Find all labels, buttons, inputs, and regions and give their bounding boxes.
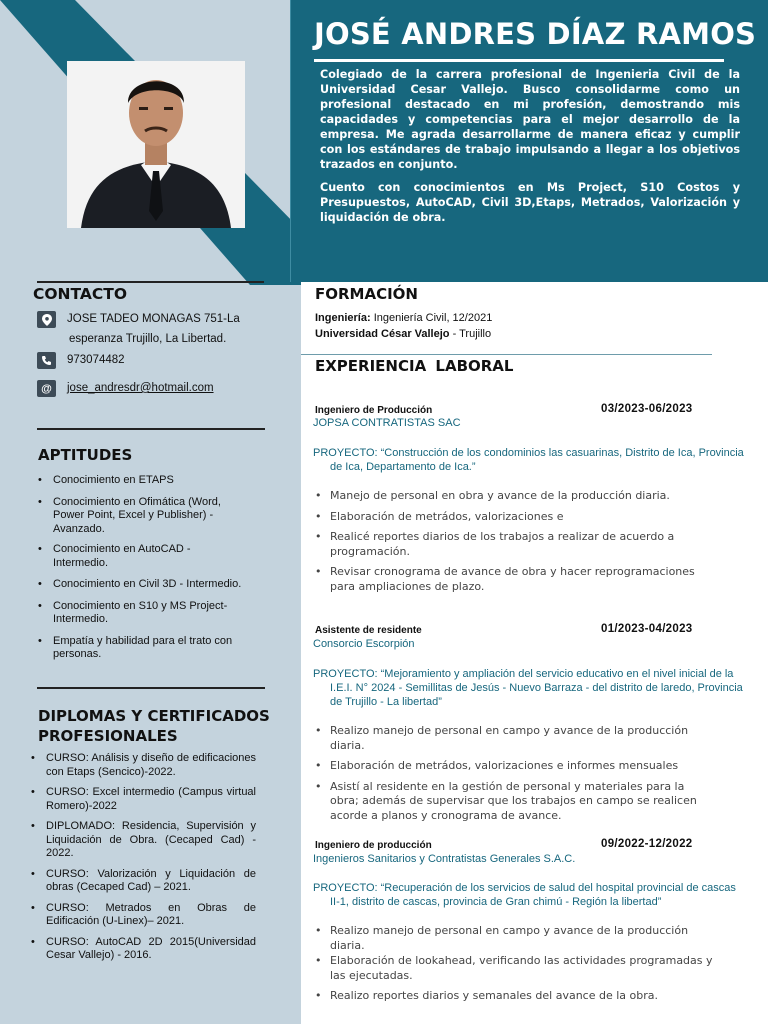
job-dates: 03/2023-06/2023 <box>601 403 693 415</box>
section-divider <box>301 354 712 355</box>
university-name: Universidad César Vallejo <box>315 328 450 340</box>
duty-item: • Realizo reportes diarios y semanales del avance de la obra. <box>313 989 713 1004</box>
address-line: esperanza Trujillo, La Libertad. <box>69 333 227 345</box>
job-company: JOPSA CONTRATISTAS SAC <box>313 417 461 429</box>
location-pin-icon <box>37 311 56 328</box>
section-divider <box>37 281 264 283</box>
candidate-name: JOSÉ ANDRES DÍAZ RAMOS <box>314 17 757 51</box>
diploma-item: • CURSO: Análisis y diseño de edificaciones con Etaps (Sencico)-2022. <box>30 752 256 779</box>
degree-label: Ingeniería: <box>315 312 371 324</box>
education-heading: FORMACIÓN <box>315 285 418 303</box>
job-dates: 01/2023-04/2023 <box>601 623 693 635</box>
phone-number: 973074482 <box>67 354 125 366</box>
job-duties <box>313 724 713 829</box>
job-project: PROYECTO: “Recuperación de los servicios de salud del hospital provincial de cascas II-1, distrito de cascas, provincia de Gran chimú - Región la libertad” <box>313 882 736 908</box>
duty-item: • Revisar cronograma de avance de obra y hacer reprogramaciones para ampliaciones de plazo. <box>313 565 713 594</box>
address-text <box>67 309 240 349</box>
skill-item: • Conocimiento en Civil 3D - Intermedio. <box>37 578 252 592</box>
job-dates: 09/2022-12/2022 <box>601 838 693 850</box>
experience-heading: EXPERIENCIA LABORAL <box>315 357 514 375</box>
duty-item: • Realicé reportes diarios de los trabajos a realizar de acuerdo a programación. <box>313 530 713 559</box>
education-entry <box>315 310 492 342</box>
skills-heading: APTITUDES <box>38 446 133 464</box>
job-role: Ingeniero de Producción <box>315 405 433 416</box>
email-text <box>67 378 214 398</box>
job-company: Consorcio Escorpión <box>313 638 415 650</box>
degree-line <box>315 310 492 326</box>
contact-phone <box>37 352 125 370</box>
contact-email <box>37 380 214 398</box>
duty-item: • Elaboración de metrádos, valorizaciones e informes mensuales <box>313 759 713 774</box>
section-divider <box>37 687 265 689</box>
university-city: - Trujillo <box>452 328 492 340</box>
email-link[interactable]: jose_andresdr@hotmail.com <box>67 382 214 394</box>
diploma-item: • CURSO: Metrados en Obras de Edificación (U-Linex)– 2021. <box>30 902 256 929</box>
job-role: Ingeniero de producción <box>315 840 432 851</box>
diplomas-heading-line: PROFESIONALES <box>38 727 178 745</box>
duty-item: • Asistí al residente en la gestión de personal y materiales para la obra; además de supervisar que los trabajos en campo se realicen acorde a planos y cronograma de avance. <box>313 780 713 824</box>
portrait-illustration <box>67 61 245 228</box>
skills-list <box>37 474 252 662</box>
summary-paragraph: Colegiado de la carrera profesional de Ingenieria Civil de la Universidad Cesar Vallejo. Busco consolidarme como un profesional destacado en mi profesión, demostrando mis capacidades y competencias para el mejor desarrollo de la empresa. Me agrada desarrollarme de manera eficaz y cumplir con los estándares de trabajo impulsando a llegar a los objetivos trazados en conjunto. <box>320 68 740 171</box>
address-line: JOSE TADEO MONAGAS 751-La <box>67 313 240 325</box>
duty-item: • Realizo manejo de personal en campo y avance de la producción diaria. <box>313 724 713 753</box>
job-duties <box>313 924 713 1010</box>
diploma-item: • CURSO: Excel intermedio (Campus virtual Romero)-2022 <box>30 786 256 813</box>
duty-item: • Elaboración de lookahead, verificando las actividades programadas y las ejecutadas. <box>313 954 713 983</box>
duty-item: • Elaboración de metrádos, valorizaciones e <box>313 510 713 525</box>
diplomas-heading <box>38 706 270 746</box>
job-role: Asistente de residente <box>315 625 422 636</box>
summary-paragraph: Cuento con conocimientos en Ms Project, S10 Costos y Presupuestos, AutoCAD, Civil 3D,Etaps, Metrados, Valorización y liquidación de obra. <box>320 181 740 224</box>
diplomas-heading-line: DIPLOMAS Y CERTIFICADOS <box>38 707 270 725</box>
job-project: PROYECTO: “Mejoramiento y ampliación del servicio educativo en el nivel inicial de la I.E.I. N° 2024 - Semillitas de Jesús - Nuevo Barraza - del distrito de laredo, Provincia de Trujillo - La libertad” <box>313 668 743 708</box>
diploma-item: • DIPLOMADO: Residencia, Supervisión y Liquidación de Obra. (Cecaped Cad) - 2022. <box>30 820 256 861</box>
diploma-item: • CURSO: AutoCAD 2D 2015(Universidad Cesar Vallejo) - 2016. <box>30 936 256 963</box>
duty-item: • Realizo manejo de personal en campo y avance de la producción diaria. <box>313 924 713 953</box>
phone-icon <box>37 352 56 369</box>
diplomas-list <box>30 752 256 963</box>
profile-photo <box>67 61 245 228</box>
contact-address <box>37 311 240 349</box>
duty-item: • Manejo de personal en obra y avance de la producción diaria. <box>313 489 713 504</box>
university-line <box>315 326 492 342</box>
section-divider <box>37 428 265 430</box>
header-divider <box>290 0 291 282</box>
job-duties <box>313 489 713 600</box>
diploma-item: • CURSO: Valorización y Liquidación de obras (Cecaped Cad) – 2021. <box>30 868 256 895</box>
at-sign-icon: @ <box>37 380 56 397</box>
profile-summary <box>320 67 740 233</box>
skill-item: • Empatía y habilidad para el trato con personas. <box>37 635 263 662</box>
skill-item: • Conocimiento en S10 y MS Project- Intermedio. <box>37 600 248 627</box>
name-underline <box>314 59 724 62</box>
skill-item: • Conocimiento en Ofimática (Word, Power Point, Excel y Publisher) - Avanzado. <box>37 496 252 537</box>
skill-item: • Conocimiento en ETAPS <box>37 474 252 488</box>
degree-detail: Ingeniería Civil, 12/2021 <box>373 312 493 324</box>
contact-heading: CONTACTO <box>33 285 128 303</box>
job-project: PROYECTO: “Construcción de los condominios las casuarinas, Distrito de Ica, Provincia de Ica, Departamento de Ica.” <box>313 447 744 473</box>
skill-item: • Conocimiento en AutoCAD - Intermedio. <box>37 543 223 570</box>
job-company: Ingenieros Sanitarios y Contratistas Generales S.A.C. <box>313 853 576 865</box>
